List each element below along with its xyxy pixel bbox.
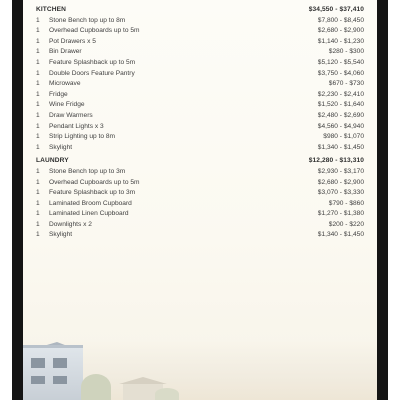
item-qty: 1	[36, 122, 40, 130]
item-price: $1,140 - $1,230	[317, 37, 364, 45]
item-qty: 1	[36, 37, 40, 45]
item-desc: Wine Fridge	[49, 101, 85, 109]
list-item	[36, 188, 364, 199]
section-total: $34,550 - $37,410	[308, 6, 364, 13]
list-item	[36, 132, 364, 143]
item-price: $2,680 - $2,900	[317, 27, 364, 35]
house-roof	[119, 377, 167, 384]
item-qty: 1	[36, 189, 40, 197]
section-title: KITCHEN	[36, 6, 67, 13]
item-desc: Pot Drawers x 5	[49, 37, 96, 45]
list-item	[36, 143, 364, 154]
item-desc: Feature Splashback up to 3m	[49, 189, 136, 197]
list-item	[36, 209, 364, 220]
section-header	[36, 156, 364, 167]
list-item	[36, 90, 364, 101]
item-price: $1,520 - $1,640	[317, 101, 364, 109]
item-qty: 1	[36, 143, 40, 151]
item-price: $7,800 - $8,450	[317, 16, 364, 24]
tablet-frame	[12, 0, 388, 400]
item-price: $3,070 - $3,330	[317, 189, 364, 197]
section-total: $12,280 - $13,310	[308, 157, 364, 165]
list-item	[36, 16, 364, 27]
section-laundry	[36, 156, 364, 241]
section-title: LAUNDRY	[36, 157, 69, 165]
item-desc: Microwave	[49, 80, 81, 88]
item-qty: 1	[36, 178, 40, 186]
item-qty: 1	[36, 231, 40, 239]
item-qty: 1	[36, 69, 40, 77]
item-qty: 1	[36, 27, 40, 35]
item-price: $1,340 - $1,450	[317, 143, 364, 151]
item-desc: Bin Drawer	[49, 48, 82, 56]
item-price: $4,560 - $4,940	[317, 122, 364, 130]
item-desc: Downlights x 2	[49, 220, 92, 228]
item-qty: 1	[36, 210, 40, 218]
list-item	[36, 47, 364, 58]
list-item	[36, 111, 364, 122]
item-price: $5,120 - $5,540	[317, 58, 364, 66]
item-qty: 1	[36, 58, 40, 66]
item-price: $280 - $300	[328, 48, 364, 56]
list-item	[36, 58, 364, 69]
item-desc: Skylight	[49, 231, 73, 239]
item-qty: 1	[36, 48, 40, 56]
item-price: $2,680 - $2,900	[317, 178, 364, 186]
item-desc: Pendant Lights x 3	[49, 122, 104, 130]
list-item	[36, 220, 364, 231]
item-price: $670 - $730	[328, 80, 364, 88]
item-qty: 1	[36, 133, 40, 141]
item-desc: Skylight	[49, 143, 73, 151]
list-item	[36, 37, 364, 48]
item-desc: Draw Warmers	[49, 111, 93, 119]
item-qty: 1	[36, 80, 40, 88]
screen	[23, 0, 377, 400]
list-item	[36, 26, 364, 37]
item-price: $3,750 - $4,060	[317, 69, 364, 77]
section-header	[36, 5, 364, 16]
item-desc: Laminated Linen Cupboard	[49, 210, 129, 218]
item-qty: 1	[36, 111, 40, 119]
list-item	[36, 100, 364, 111]
item-desc: Overhead Cupboards up to 5m	[49, 178, 140, 186]
list-item	[36, 79, 364, 90]
list-item	[36, 178, 364, 189]
item-price: $1,270 - $1,380	[317, 210, 364, 218]
section-kitchen	[36, 5, 364, 153]
background-photo	[23, 340, 377, 400]
list-item	[36, 69, 364, 80]
item-price: $1,340 - $1,450	[317, 231, 364, 239]
item-desc: Stone Bench top up to 8m	[49, 16, 126, 24]
item-qty: 1	[36, 199, 40, 207]
item-desc: Fridge	[49, 90, 68, 98]
item-price: $2,480 - $2,690	[317, 111, 364, 119]
item-qty: 1	[36, 90, 40, 98]
item-price: $2,230 - $2,410	[317, 90, 364, 98]
item-qty: 1	[36, 220, 40, 228]
item-price: $2,930 - $3,170	[317, 167, 364, 175]
tree	[155, 388, 179, 400]
item-desc: Feature Splashback up to 5m	[49, 58, 136, 66]
item-qty: 1	[36, 16, 40, 24]
item-qty: 1	[36, 167, 40, 175]
item-price: $200 - $220	[328, 220, 364, 228]
item-desc: Double Doors Feature Pantry	[49, 69, 135, 77]
item-price: $790 - $860	[328, 199, 364, 207]
tree	[81, 374, 111, 400]
item-desc: Overhead Cupboards up to 5m	[49, 27, 140, 35]
house	[23, 345, 83, 400]
list-item	[36, 230, 364, 241]
price-list	[36, 5, 364, 241]
list-item	[36, 199, 364, 210]
list-item	[36, 167, 364, 178]
item-price: $980 - $1,070	[323, 133, 364, 141]
list-item	[36, 122, 364, 133]
item-qty: 1	[36, 101, 40, 109]
item-desc: Laminated Broom Cupboard	[49, 199, 132, 207]
item-desc: Stone Bench top up to 3m	[49, 167, 126, 175]
item-desc: Strip Lighting up to 8m	[49, 133, 115, 141]
